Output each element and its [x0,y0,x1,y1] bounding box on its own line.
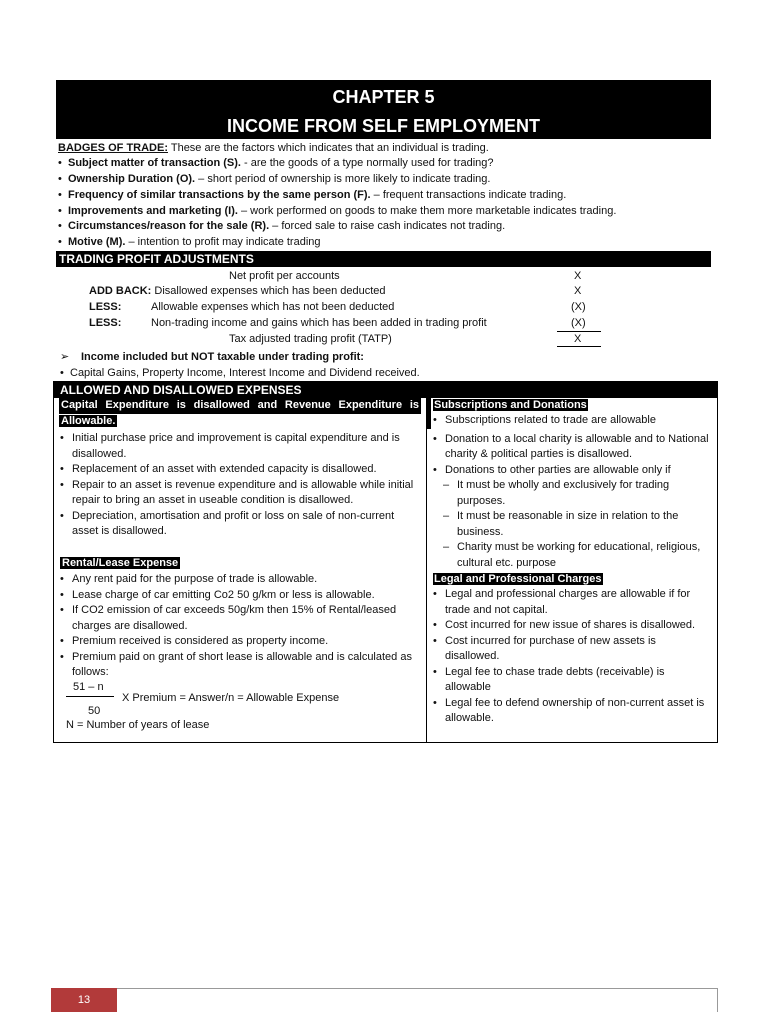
list-item: • Replacement of an asset with extended capacity is disallowed. [60,462,416,478]
rental-heading: Rental/Lease Expense [62,557,179,569]
badge-item: • Motive (M). – intention to profit may indicate trading [58,235,321,249]
list-item: • Lease charge of car emitting Co2 50 g/km or less is allowable. [60,588,412,604]
add-back-row: ADD BACK: Disallowed expenses which has been deducted [89,285,386,297]
trading-heading-bar: TRADING PROFIT ADJUSTMENTS [56,251,711,267]
net-profit-label: Net profit per accounts [229,270,340,282]
badge-item: • Improvements and marketing (I). – work performed on goods to make them more marketable indicates trading. [58,204,616,218]
net-profit-value: X [574,270,582,282]
less1-text: Allowable expenses which has not been deducted [151,301,395,313]
list-item: • Repair to an asset is revenue expenditure and is allowable while initial repair to bring an asset in useable condition is disallowed. [60,478,416,509]
less2-label: LESS: [89,317,122,329]
less1-label: LESS: [89,301,122,313]
tatp-label: Tax adjusted trading profit (TATP) [229,333,392,345]
less2-value: (X) [571,317,586,329]
badge-item: • Frequency of similar transactions by the same person (F). – frequent transactions indicate trading. [58,188,566,202]
list-item: • Premium paid on grant of short lease is allowable and is calculated as follows: [60,650,412,681]
badge-item: • Ownership Duration (O). – short period of ownership is more likely to indicate trading. [58,172,490,186]
list-item: • Donations to other parties are allowable only if [433,463,711,479]
tatp-value: X [574,333,582,345]
rental-list [60,572,412,681]
list-item: • Premium received is considered as property income. [60,634,412,650]
page-number: 13 [51,988,117,1012]
list-item: • Cost incurred for new issue of shares is disallowed. [433,618,711,634]
formula-note: N = Number of years of lease [66,719,210,731]
less1-value: (X) [571,301,586,313]
chapter-title-box [56,80,711,139]
subscriptions-heading: Subscriptions and Donations [434,399,587,411]
list-item: • Legal and professional charges are allowable if for trade and not capital. [433,587,711,618]
list-item: • Subscriptions related to trade are allowable [433,413,711,429]
badges-heading: BADGES OF TRADE: [58,142,168,154]
capital-list [60,431,416,540]
list-item: • Cost incurred for purchase of new assets is disallowed. [433,634,711,665]
list-sub-item: – Charity must be working for educational, religious, cultural etc. purpose [433,540,711,571]
list-item: • Depreciation, amortisation and profit or loss on sale of non-current asset is disallowed. [60,509,416,540]
formula-text: X Premium = Answer/n = Allowable Expense [122,692,340,704]
arrow-bullet-icon: ➢ [60,351,70,363]
footer-rule-end [717,988,718,1012]
subscriptions-list [433,413,711,571]
badges-intro [58,141,489,155]
not-taxable-item: • Capital Gains, Property Income, Interest Income and Dividend received. [60,366,420,380]
add-back-value: X [574,285,582,297]
legal-list [433,587,711,727]
column-divider [426,398,427,743]
badge-item: • Subject matter of transaction (S). - are the goods of a type normally used for trading? [58,156,494,170]
badge-item: • Circumstances/reason for the sale (R). – forced sale to raise cash indicates not trading. [58,219,505,233]
chapter-title: INCOME FROM SELF EMPLOYMENT [227,116,540,136]
legal-heading: Legal and Professional Charges [434,573,602,585]
badges-intro-text: These are the factors which indicates that an individual is trading. [168,142,489,154]
list-item: • Legal fee to defend ownership of non-current asset is allowable. [433,696,711,727]
list-sub-item: – It must be reasonable in size in relation to the business. [433,509,711,540]
list-item: • Donation to a local charity is allowable and to National charity & political parties is disallowed. [433,432,711,463]
list-item: • Legal fee to chase trade debts (receivable) is allowable [433,665,711,696]
less2-text: Non-trading income and gains which has been added in trading profit [151,317,487,329]
formula-denominator: 50 [88,705,101,717]
fraction-bar [66,696,114,697]
expenses-table-heading: ALLOWED AND DISALLOWED EXPENSES [54,382,717,398]
chapter-number: CHAPTER 5 [332,87,435,107]
total-rule-bottom [557,346,601,347]
list-sub-item: – It must be wholly and exclusively for trading purposes. [433,478,711,509]
footer-rule [117,988,717,989]
list-item: • If CO2 emission of car exceeds 50g/km then 15% of Rental/leased charges are disallowed. [60,603,412,634]
formula-numerator: 51 – n [73,681,104,693]
list-item: • Initial purchase price and improvement is capital expenditure and is disallowed. [60,431,416,462]
heading-marker [427,398,431,429]
list-item: • Any rent paid for the purpose of trade is allowable. [60,572,412,588]
capital-heading: Capital Expenditure is disallowed and Revenue Expenditure is Allowable. [61,399,419,427]
not-taxable-heading: Income included but NOT taxable under trading profit: [81,351,364,363]
